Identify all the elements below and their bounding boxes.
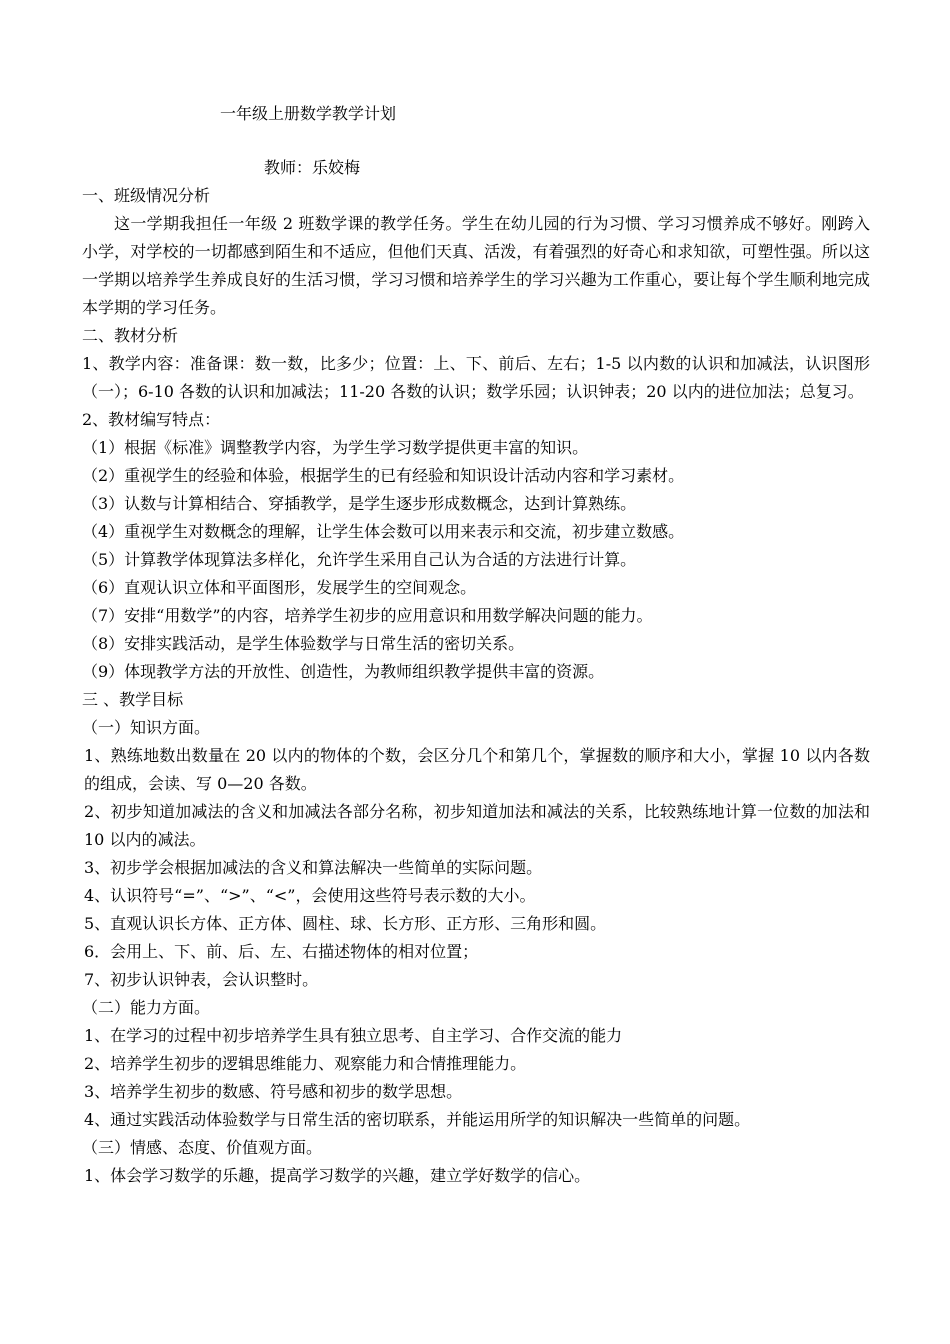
- teacher-name: 教师：乐姣梅: [264, 158, 361, 177]
- document-page: [82, 100, 870, 1190]
- feature-item: （4）重视学生对数概念的理解，让学生体会数可以用来表示和交流，初步建立数感。: [82, 522, 685, 541]
- spacer: [82, 128, 870, 154]
- emotion-heading: （三）情感、态度、价值观方面。: [82, 1138, 323, 1157]
- ability-item: 2、培养学生初步的逻辑思维能力、观察能力和合情推理能力。: [84, 1054, 527, 1073]
- ability-item: 1、在学习的过程中初步培养学生具有独立思考、自主学习、合作交流的能力: [84, 1026, 623, 1045]
- feature-item: （1）根据《标准》调整教学内容，为学生学习数学提供更丰富的知识。: [82, 438, 589, 457]
- knowledge-item: 7、初步认识钟表，会认识整时。: [84, 970, 319, 989]
- knowledge-heading: （一）知识方面。: [82, 718, 211, 737]
- knowledge-item: 1、熟练地数出数量在 20 以内的物体的个数，会区分几个和第几个，掌握数的顺序和大小，掌握 10 以内各数的组成，会读、写 0—20 各数。: [84, 746, 870, 793]
- section-heading-class-analysis: 一、班级情况分析: [82, 186, 211, 205]
- knowledge-item: 2、初步知道加减法的含义和加减法各部分名称，初步知道加法和减法的关系，比较熟练地计算一位数的加法和 10 以内的减法。: [84, 802, 870, 849]
- feature-item: （6）直观认识立体和平面图形，发展学生的空间观念。: [82, 578, 477, 597]
- ability-item: 3、培养学生初步的数感、符号感和初步的数学思想。: [84, 1082, 463, 1101]
- document-title: 一年级上册数学教学计划: [220, 104, 397, 123]
- feature-item: （2）重视学生的经验和体验，根据学生的已有经验和知识设计活动内容和学习素材。: [82, 466, 685, 485]
- emotion-item: 1、体会学习数学的乐趣，提高学习数学的兴趣，建立学好数学的信心。: [84, 1166, 591, 1185]
- textbook-features-heading: 2、教材编写特点：: [82, 410, 221, 429]
- knowledge-item: 3、初步学会根据加减法的含义和算法解决一些简单的实际问题。: [84, 858, 543, 877]
- ability-item: 4、通过实践活动体验数学与日常生活的密切联系，并能运用所学的知识解决一些简单的问题。: [84, 1110, 751, 1129]
- feature-item: （8）安排实践活动，是学生体验数学与日常生活的密切关系。: [82, 634, 525, 653]
- feature-item: （9）体现教学方法的开放性、创造性，为教师组织教学提供丰富的资源。: [82, 662, 605, 681]
- knowledge-item: 4、认识符号“=”、“>”、“<”，会使用这些符号表示数的大小。: [84, 886, 536, 905]
- class-analysis-paragraph: 这一学期我担任一年级 2 班数学课的教学任务。学生在幼儿园的行为习惯、学习习惯养成不够好。刚跨入小学，对学校的一切都感到陌生和不适应，但他们天真、活泼，有着强烈的好奇心和求知欲，可塑性强。所以这一学期以培养学生养成良好的生活习惯，学习习惯和培养学生的学习兴趣为工作重心，要让每个学生顺利地完成本学期的学习任务。: [82, 214, 870, 317]
- section-heading-textbook-analysis: 二、教材分析: [82, 326, 179, 345]
- knowledge-item: 6．会用上、下、前、后、左、右描述物体的相对位置；: [84, 942, 479, 961]
- feature-item: （3）认数与计算相结合、穿插教学，是学生逐步形成数概念，达到计算熟练。: [82, 494, 637, 513]
- section-heading-teaching-goals: 三 、教学目标: [82, 690, 184, 709]
- ability-heading: （二）能力方面。: [82, 998, 211, 1017]
- feature-item: （7）安排“用数学”的内容，培养学生初步的应用意识和用数学解决问题的能力。: [82, 606, 653, 625]
- teaching-content-paragraph: 1、教学内容：准备课：数一数，比多少；位置：上、下、前后、左右；1-5 以内数的认识和加减法，认识图形（一）；6-10 各数的认识和加减法；11-20 各数的认识；数学乐园；认识钟表；20 以内的进位加法；总复习。: [82, 354, 870, 401]
- feature-item: （5）计算教学体现算法多样化，允许学生采用自己认为合适的方法进行计算。: [82, 550, 637, 569]
- knowledge-item: 5、直观认识长方体、正方体、圆柱、球、长方形、正方形、三角形和圆。: [84, 914, 607, 933]
